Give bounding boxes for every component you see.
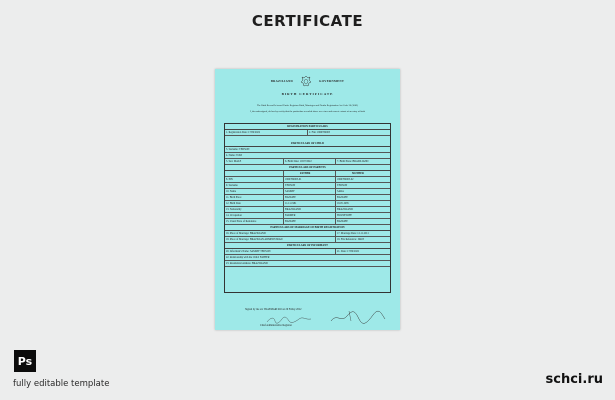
informant-name: 20. Informant's Name: SAMMY TEDSON xyxy=(226,249,271,253)
father-value: BANGHE xyxy=(285,219,296,223)
mother-value: BANGHE xyxy=(337,195,348,199)
birth-certificate-document xyxy=(215,69,400,330)
registrar-label: Chief Administrative Registrar xyxy=(260,324,292,327)
father-value: SAMMY xyxy=(285,189,295,193)
parent-field-label: 14. Occupation xyxy=(226,213,242,217)
mother-value: HOUSEWIFE xyxy=(337,213,352,217)
photoshop-icon: Ps xyxy=(14,350,36,372)
mother-value: 1860769003-02 xyxy=(337,177,354,181)
parent-field-label: 12. Birth Date xyxy=(226,201,241,205)
father-value: 1860769003-01 xyxy=(285,177,302,181)
father-value: BANGHE xyxy=(285,195,296,199)
file-reference: 19. File Reference: 19403 xyxy=(337,237,364,241)
informant-row xyxy=(225,261,390,267)
brand-watermark: schci.ru xyxy=(545,372,603,387)
informant-address: 23. Residential Address: BRAZILIAND xyxy=(226,261,268,265)
section-parents: PARTICULARS OF PARENTS xyxy=(225,165,390,171)
parent-field-label: 8. PIN xyxy=(226,177,233,181)
template-caption: fully editable template xyxy=(13,379,110,389)
page-heading: CERTIFICATE xyxy=(251,12,364,30)
section-registration: REGISTRATION PARTICULARS xyxy=(225,124,390,130)
parent-field-label: 9. Surname xyxy=(226,183,238,187)
father-value: BRAZILIAND xyxy=(285,207,301,211)
father-value: 11.11.1981 xyxy=(285,201,297,205)
parent-field-label: 15. Usual Place of Residence xyxy=(226,219,257,223)
mother-value: SARA xyxy=(337,189,344,193)
legal-note: The Birth Record Is issued Under Registrar Birth, Marriages and Deaths Registration Act Code 36 (2002) xyxy=(256,104,359,107)
mother-value: BANGHE xyxy=(337,219,348,223)
father-value: TEDSON xyxy=(285,183,296,187)
mother-value: TEDSON xyxy=(337,183,348,187)
file-number: 2. File: 1860769003 xyxy=(309,130,330,134)
informant-date: 21. Date: 17/09/2022 xyxy=(337,249,359,253)
marriage-place: 16. Place of Marriage: BRAZILIAND xyxy=(226,231,266,235)
parent-field-label: 13. Nationality xyxy=(226,207,242,211)
child-birth-date: 6. Birth Date: 10/07/2022 xyxy=(285,159,312,163)
marriage-date: 17. Marriage Date: 12.11.2011 xyxy=(337,231,369,235)
section-marriage: PARTICULARS OF MARRIAGE OF BIRTH REGISTRATION xyxy=(225,225,390,231)
parent-field-label: 10. Name xyxy=(226,189,237,193)
parent-field-label: 11. Birth Place xyxy=(226,195,242,199)
certificate-table xyxy=(224,123,391,293)
mother-value: BRAZILIAND xyxy=(337,207,353,211)
marriage-registry: 18. Place of Marriage: BRAZILIAN ADMINISTRAD xyxy=(226,237,283,241)
gov-left-label: BRAZILIAND xyxy=(270,78,293,83)
official-stamp-signature-icon xyxy=(327,307,387,327)
child-birth-place: 7. Birth Place: BRAZILIAND xyxy=(337,159,369,163)
father-column-head: FATHER xyxy=(300,171,311,175)
father-value: FARMER xyxy=(285,213,296,217)
child-name: 4. Name: TOM xyxy=(226,153,242,157)
certificate-title: BIRTH CERTIFICATE xyxy=(281,92,334,96)
child-surname: 3. Surname: TEDSON xyxy=(226,147,250,151)
section-informant: PARTICULARS OF INFORMANT xyxy=(225,243,390,249)
gov-right-label: GOVERNMENT xyxy=(319,78,345,83)
certify-note: I, the undersigned, do hereby certify that the particulars recorded above are a true and correct extract of an entry of birth xyxy=(250,110,365,113)
mother-column-head: MOTHER xyxy=(352,171,364,175)
mother-value: 19.05.1985 xyxy=(337,201,349,205)
child-sex: 5. Sex: MALE xyxy=(226,159,242,163)
signed-line: Signed by me on: TRAEMARI RO on 29 Friday 2022 xyxy=(245,308,302,311)
registration-date: 1. Registration Date: 17/09/2022 xyxy=(226,130,261,134)
coat-of-arms-icon xyxy=(299,75,313,88)
section-child: PARTICULARS OF CHILD xyxy=(225,141,390,147)
informant-relationship: 22. Relationship with the Child: FATHER xyxy=(226,255,270,259)
government-header xyxy=(215,75,400,88)
